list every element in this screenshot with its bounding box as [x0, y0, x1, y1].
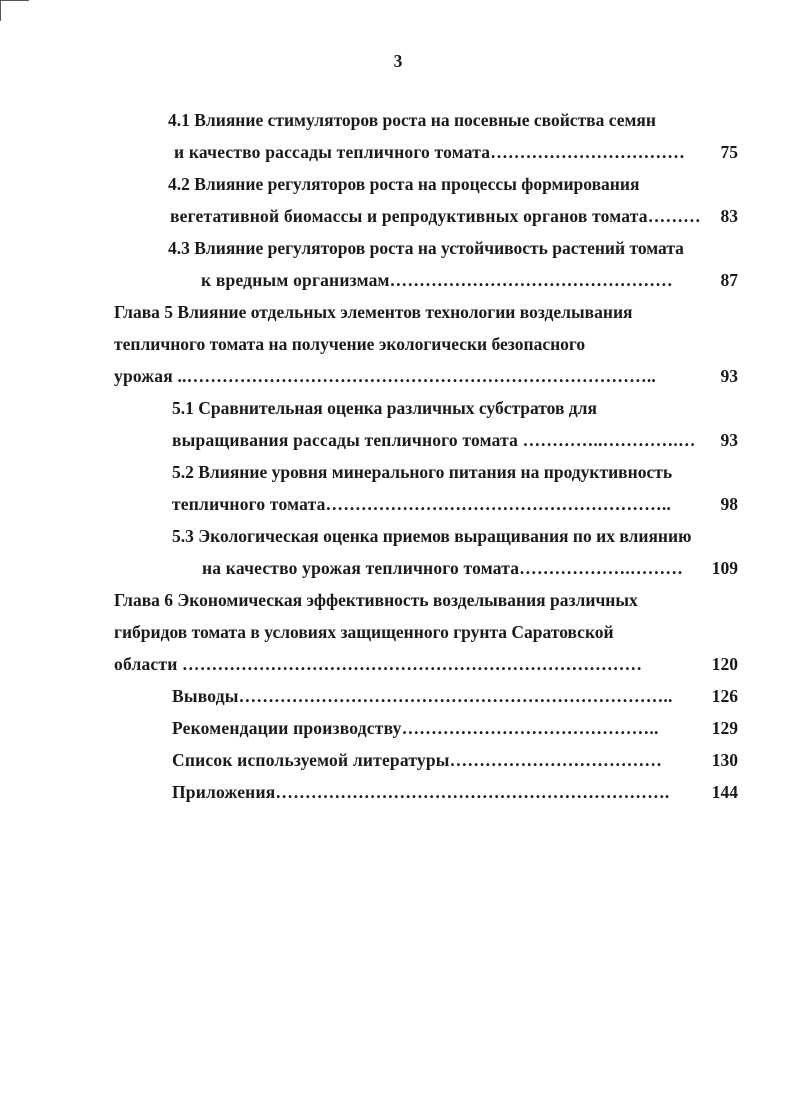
toc-references-label: Список используемой литературы……………………………… [172, 750, 663, 770]
toc-entry-5-3-page: 109 [711, 558, 738, 578]
toc-chapter-5-line-1: Глава 5 Влияние отдельных элементов технологии возделывания [114, 302, 633, 322]
toc-chapter-6-line-2: гибридов томата в условиях защищенного грунта Саратовской [114, 622, 614, 642]
toc-entry-5-2-page: 98 [720, 494, 738, 514]
scan-corner-mark [0, 0, 29, 21]
toc-chapter-6-line-3: области …………………………………………………………………… [114, 654, 643, 674]
toc-conclusions-page: 126 [711, 686, 738, 706]
toc-appendices-label: Приложения…………………………………………………………. [172, 782, 670, 802]
toc-recommendations-label: Рекомендации производству…………………………………….. [172, 718, 659, 738]
toc-entry-4-3-line-2: к вредным организмам………………………………………… [201, 270, 673, 290]
toc-chapter-6-line-1: Глава 6 Экономическая эффективность возделывания различных [114, 590, 638, 610]
toc-entry-4-1-line-2: и качество рассады тепличного томата…………………………… [174, 142, 685, 162]
toc-entry-4-2-line-1: 4.2 Влияние регуляторов роста на процессы формирования [168, 174, 640, 194]
toc-entry-5-1-line-2: выращивания рассады тепличного томата …………..………….… [172, 430, 696, 450]
toc-entry-5-1-page: 93 [720, 430, 738, 450]
toc-entry-5-2-line-1: 5.2 Влияние уровня минерального питания на продуктивность [172, 462, 673, 482]
toc-entry-4-3-line-1: 4.3 Влияние регуляторов роста на устойчивость растений томата [168, 238, 684, 258]
toc-entry-4-2-line-2: вегетативной биомассы и репродуктивных органов томата……… [170, 206, 701, 226]
toc-chapter-5-page: 93 [720, 366, 738, 386]
toc-entry-5-3-line-1: 5.3 Экологическая оценка приемов выращивания по их влиянию [172, 526, 692, 546]
toc-chapter-5-line-2: тепличного томата на получение экологически безопасного [114, 334, 586, 354]
toc-entry-5-2-line-2: тепличного томата………………………………………………….. [172, 494, 671, 514]
toc-entry-4-3-page: 87 [720, 270, 738, 290]
toc-entry-4-2-page: 83 [720, 206, 738, 226]
toc-entry-4-1-page: 75 [720, 142, 738, 162]
toc-entry-4-1-line-1: 4.1 Влияние стимуляторов роста на посевные свойства семян [168, 110, 656, 130]
toc-chapter-6-page: 120 [711, 654, 738, 674]
toc-entry-5-3-line-2: на качество урожая тепличного томата……………….……… [202, 558, 684, 578]
toc-chapter-5-line-3: урожая ..…………………………………………………………………….. [114, 366, 656, 386]
toc-conclusions-label: Выводы……………………………………………………………….. [172, 686, 673, 706]
page-number: 3 [393, 51, 403, 71]
toc-references-page: 130 [711, 750, 738, 770]
toc-appendices-page: 144 [711, 782, 738, 802]
toc-entry-5-1-line-1: 5.1 Сравнительная оценка различных субстратов для [172, 398, 597, 418]
toc-recommendations-page: 129 [711, 718, 738, 738]
